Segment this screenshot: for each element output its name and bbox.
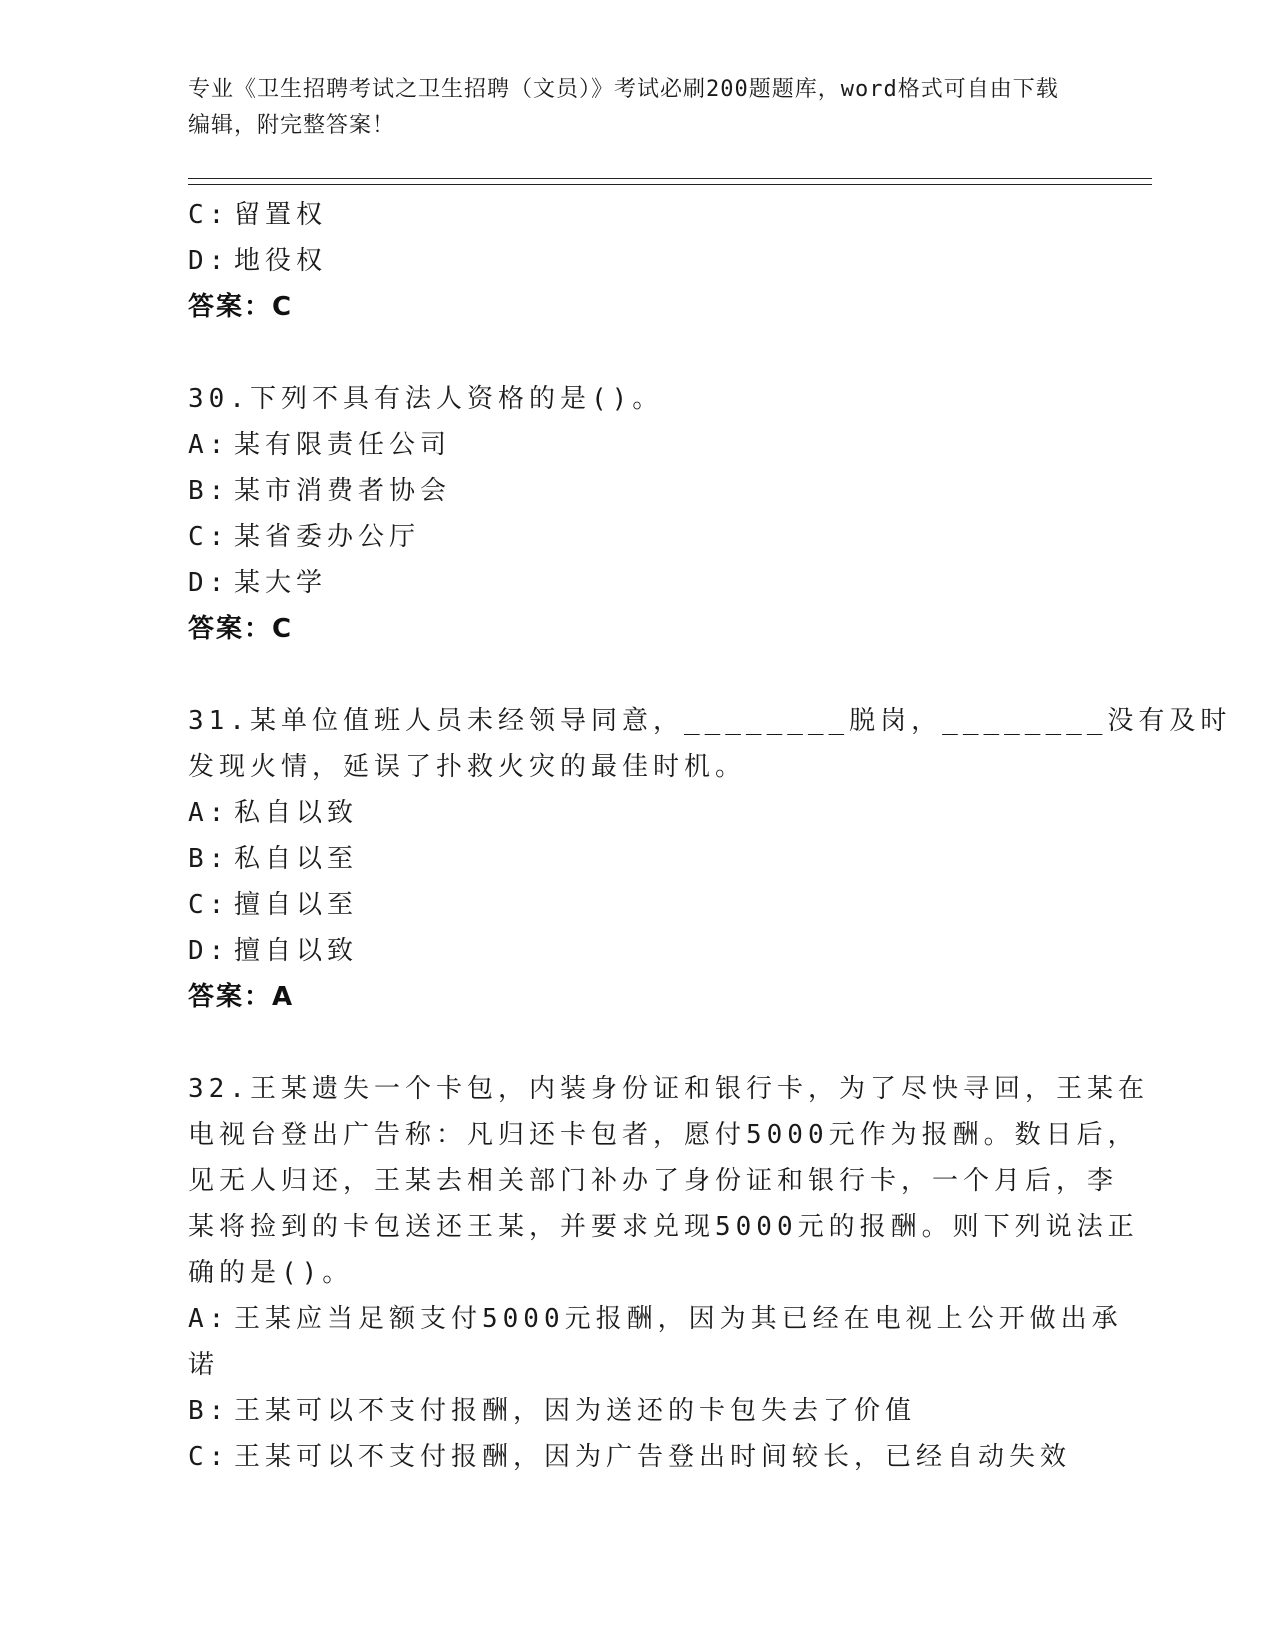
option-label: D: — [188, 936, 230, 966]
option-line — [188, 1296, 1123, 1342]
option-label: D: — [188, 568, 230, 598]
option-line — [188, 882, 1088, 928]
option-continuation: 诺 — [188, 1350, 220, 1380]
header-divider-top — [188, 178, 1152, 179]
option-label: C: — [188, 200, 230, 230]
option-label: B: — [188, 476, 230, 506]
option-text: 擅自以致 — [234, 936, 359, 966]
question-stem-line: 某将捡到的卡包送还王某，并要求兑现5000元的报酬。则下列说法正 — [188, 1212, 1139, 1242]
option-label: A: — [188, 430, 230, 460]
answer-line: 答案：A — [188, 982, 295, 1012]
option-text: 擅自以至 — [234, 890, 359, 920]
question-stem-line: 见无人归还，王某去相关部门补办了身份证和银行卡，一个月后，李 — [188, 1166, 1119, 1196]
option-line — [188, 468, 1088, 514]
option-line — [188, 192, 1088, 238]
option-label: B: — [188, 844, 230, 874]
option-text: 某市消费者协会 — [234, 476, 452, 506]
option-line — [188, 928, 1088, 974]
spacer — [188, 330, 1088, 376]
answer-line: 答案：C — [188, 614, 294, 644]
option-line — [188, 1434, 1088, 1480]
page-header: 专业《卫生招聘考试之卫生招聘（文员）》考试必刷200题题库，word格式可自由下载编辑，附完整答案！ — [188, 77, 1059, 138]
option-line — [188, 514, 1088, 560]
option-text: 某大学 — [234, 568, 328, 598]
option-text: 王某可以不支付报酬，因为广告登出时间较长，已经自动失效 — [234, 1442, 1072, 1472]
option-label: C: — [188, 1442, 230, 1472]
option-line — [188, 790, 1088, 836]
option-label: A: — [188, 1304, 230, 1334]
option-text: 私自以致 — [234, 798, 359, 828]
question-content — [188, 192, 1232, 1480]
header-divider-bottom — [188, 184, 1152, 185]
option-line — [188, 238, 1088, 284]
question-stem-line: 32.王某遗失一个卡包，内装身份证和银行卡，为了尽快寻回，王某在 — [188, 1074, 1149, 1104]
option-text: 地役权 — [234, 246, 328, 276]
spacer — [188, 1020, 1088, 1066]
answer-line: 答案：C — [188, 292, 294, 322]
option-label: C: — [188, 522, 230, 552]
option-text: 某有限责任公司 — [234, 430, 452, 460]
option-label: D: — [188, 246, 230, 276]
option-text: 王某可以不支付报酬，因为送还的卡包失去了价值 — [234, 1396, 917, 1426]
question-stem-line: 31.某单位值班人员未经领导同意，________脱岗，________没有及时 — [188, 706, 1232, 736]
option-text: 某省委办公厅 — [234, 522, 421, 552]
option-line — [188, 836, 1088, 882]
spacer — [188, 652, 1088, 698]
option-line — [188, 560, 1088, 606]
option-label: A: — [188, 798, 230, 828]
question-stem-line: 发现火情，延误了扑救火灾的最佳时机。 — [188, 752, 747, 782]
option-text: 留置权 — [234, 200, 328, 230]
question-stem-line: 确的是()。 — [188, 1258, 354, 1288]
question-stem: 30.下列不具有法人资格的是()。 — [188, 384, 664, 414]
option-line — [188, 1388, 1088, 1434]
option-label: B: — [188, 1396, 230, 1426]
option-text: 王某应当足额支付5000元报酬，因为其已经在电视上公开做出承 — [234, 1304, 1123, 1334]
option-line — [188, 422, 1088, 468]
question-stem-line: 电视台登出广告称：凡归还卡包者，愿付5000元作为报酬。数日后， — [188, 1120, 1139, 1150]
option-text: 私自以至 — [234, 844, 359, 874]
option-label: C: — [188, 890, 230, 920]
